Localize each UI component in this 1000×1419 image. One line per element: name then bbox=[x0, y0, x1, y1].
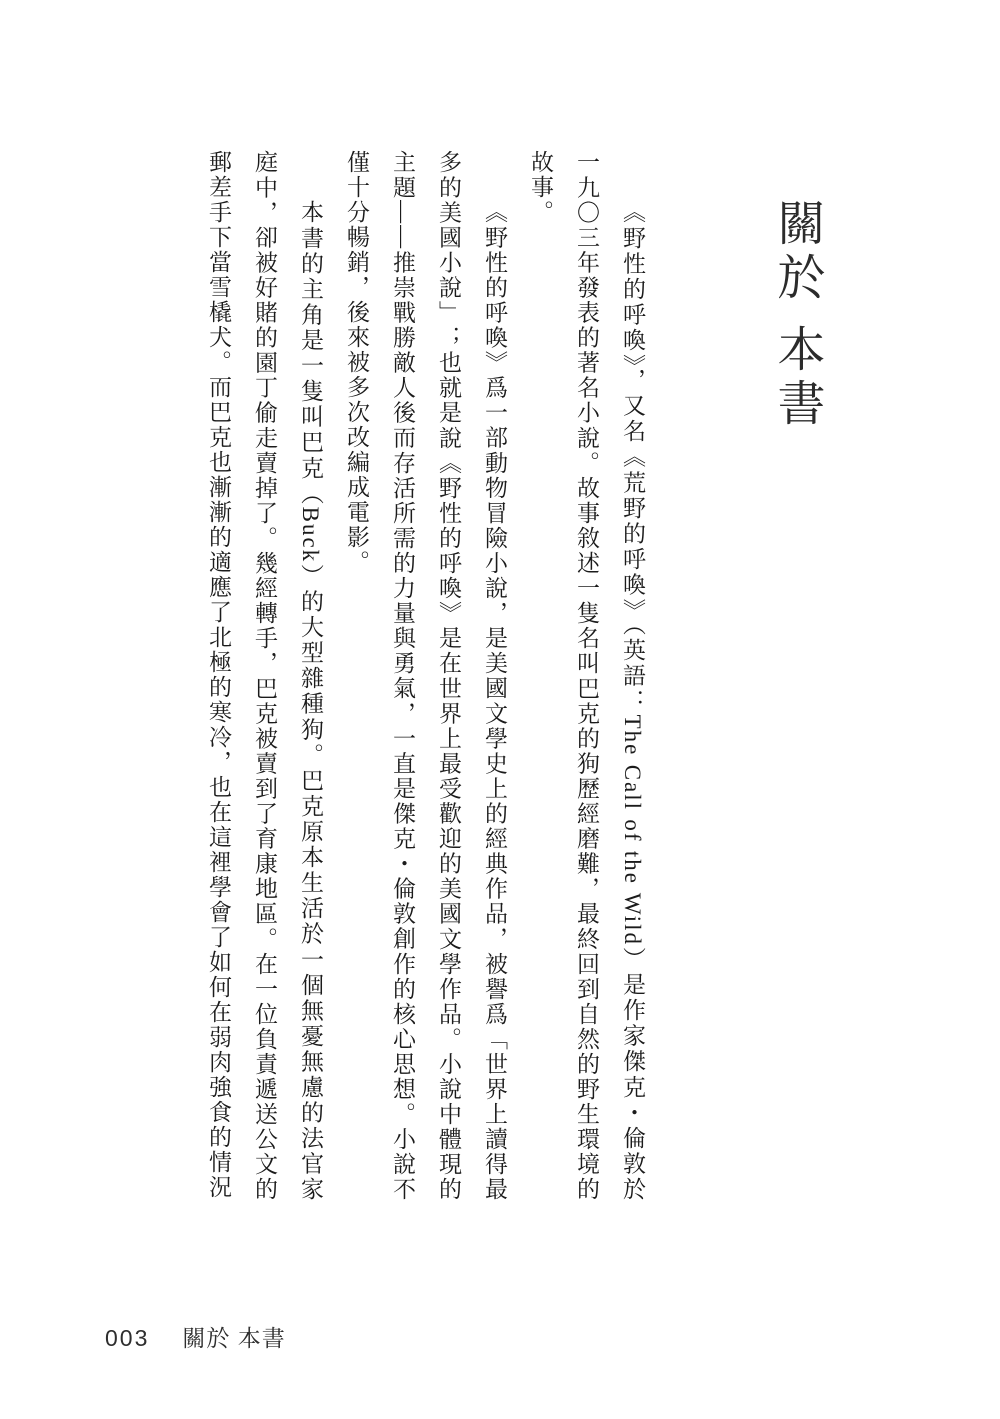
running-title: 關於 本書 bbox=[182, 1325, 286, 1351]
paragraph-intro: 《野性的呼喚》，又名《荒野的呼喚》（英語：The Call of the Wild）是作家傑克・倫敦於一九〇三年發表的著名小說。故事敘述一隻名叫巴克的狗歷經磨難，最終回到自然的野生環境的故事。 bbox=[528, 150, 645, 1202]
paragraph-plot: 本書的主角是一隻叫巴克（Buck）的大型雜種狗。巴克原本生活於一個無憂無慮的法官家庭中，卻被好賭的園丁偷走賣掉了。幾經轉手，巴克被賣到了育康地區。在一位負責遞送公文的郵差手下當雪橇犬。而巴克也漸漸的適應了北極的寒冷，也在這裡學會了如何在弱肉強食的情況 bbox=[206, 150, 323, 1202]
body-text bbox=[195, 150, 655, 1202]
paragraph-significance: 《野性的呼喚》爲一部動物冒險小說，是美國文學史上的經典作品，被譽爲「世界上讀得最多的美國小說」；也就是說《野性的呼喚》是在世界上最受歡迎的美國文學作品。小說中體現的主題——推崇戰勝敵人後而存活所需的力量與勇氣，一直是傑克・倫敦創作的核心思想。小說不僅十分暢銷，後來被多次改編成電影。 bbox=[344, 150, 507, 1202]
page-number: 003 bbox=[105, 1325, 150, 1351]
page-title: 關於 本書 bbox=[770, 198, 823, 432]
page-footer bbox=[105, 1320, 286, 1353]
